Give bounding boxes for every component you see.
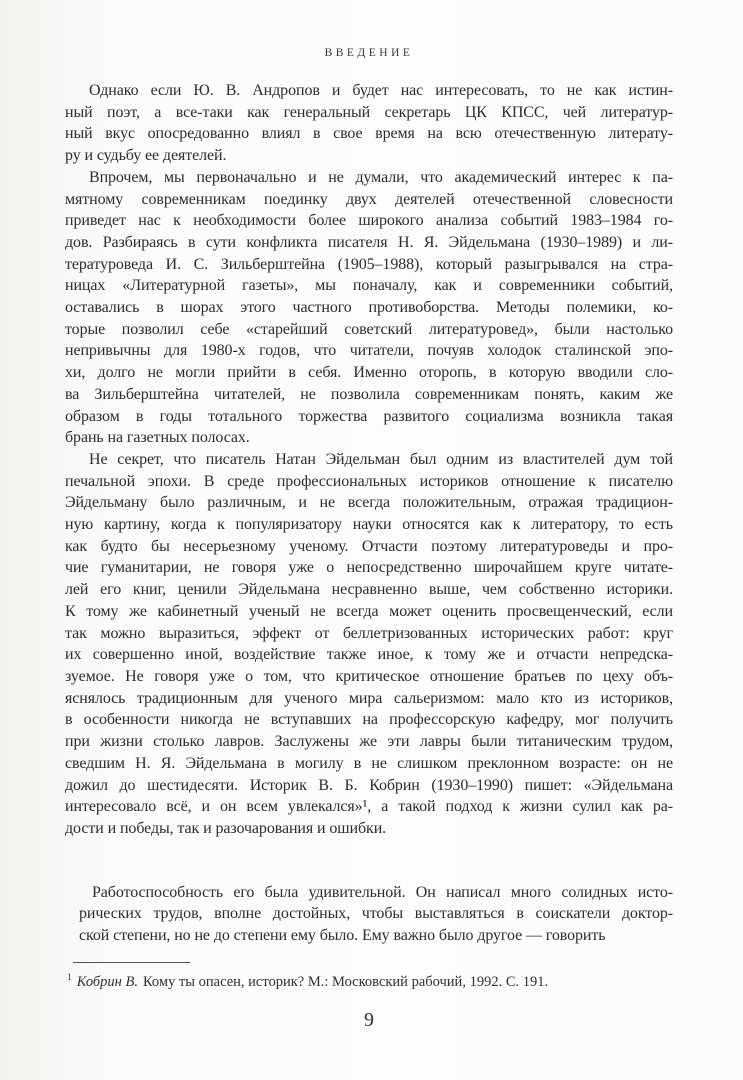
text-line: дов. Разбираясь в сути конфликта писателя Н. Я. Эйдельмана (1930–1989) и ли-	[65, 233, 673, 251]
text-line: хи, долго не могли прийти в себя. Именно оторопь, в которую вводили сло-	[65, 364, 673, 382]
text-line: интересовало всё, и он всем увлекался»¹, а такой подход к жизни сулил как ра-	[65, 798, 673, 816]
text-line: яснялось традиционным для ученого мира сальеризмом: мало кто из историков,	[65, 689, 673, 707]
text-line: приведет нас к необходимости более широкого анализа событий 1983–1984 го-	[65, 212, 673, 230]
text-line: так можно выразиться, эффект от беллетризованных исторических работ: круг	[65, 624, 673, 642]
text-line: сведшим Н. Я. Эйдельмана в могилу в не слишком преклонном возрасте: он не	[65, 754, 673, 772]
text-line: чие гуманитарии, не говоря уже о непосредственно широчайшем круге читате-	[65, 559, 673, 577]
text-line: брань на газетных полосах.	[65, 429, 250, 447]
text-line: Не секрет, что писатель Натан Эйдельман был одним из властителей дум той	[89, 450, 673, 468]
paragraph-3	[65, 449, 673, 840]
text-line: торые позволил себе «старейший советский литературовед», были настолько	[65, 320, 673, 338]
footnote-text	[65, 968, 673, 992]
page-body	[65, 46, 673, 1032]
text-line: ный вкус опосредованно влиял в свое время на всю отечественную литерату-	[65, 125, 673, 143]
text-line: ва Зильберштейна читателей, не позволила современникам понять, каким же	[65, 385, 673, 403]
text-line: дожил до шестидесяти. Историк В. Б. Кобрин (1930–1990) пишет: «Эйдельмана	[65, 776, 673, 794]
text-line: зуемое. Не говоря уже о том, что критическое отношение братьев по цеху объ-	[65, 667, 673, 685]
text-line: Работоспособность его была удивительной. Он написал много солидных исто-	[92, 883, 673, 901]
text-line: Впрочем, мы первоначально и не думали, что академический интерес к па-	[89, 168, 673, 186]
text-line: в особенности никогда не вступавших на профессорскую кафедру, мог получить	[65, 711, 673, 729]
text-line: образом в годы тотального торжества развитого социализма возникла такая	[65, 407, 673, 425]
text-line: непривычны для 1980-х годов, что читатели, почуяв холодок сталинской эпо-	[65, 342, 673, 360]
footnote-marker: 1	[67, 972, 72, 983]
text-line: печальной эпохи. В среде профессиональных историков отношение к писателю	[65, 472, 673, 490]
text-line: как будто бы несерьезному ученому. Отчасти поэтому литературоведы и про-	[65, 537, 673, 555]
text-line: К тому же кабинетный ученый не всегда может оценить просвещенческий, если	[65, 602, 673, 620]
text-line: лей его книг, ценили Эйдельмана несравненно выше, чем собственно историки.	[65, 581, 673, 599]
text-line: оставались в шорах этого частного противоборства. Методы полемики, ко-	[65, 299, 673, 317]
block-quote	[79, 882, 673, 947]
chapter-heading: ВВЕДЕНИЕ	[324, 47, 414, 59]
text-line: ную картину, когда к популяризатору науки относятся как к литератору, то есть	[65, 516, 673, 534]
text-line: мятному современникам поединку двух деятелей отечественной словесности	[65, 190, 673, 208]
text-line: ру и судьбу ее деятелей.	[65, 147, 227, 165]
text-line: Однако если Ю. В. Андропов и будет нас интересовать, то не как истин-	[89, 82, 673, 99]
text-line: рических трудов, вполне достойных, чтобы выставляться в соискатели доктор-	[79, 905, 673, 923]
paragraph-1	[65, 80, 673, 167]
text-line: Эйдельману было различным, и не всегда положительным, отражая традицион-	[65, 494, 673, 512]
text-line: ный поэт, а все-таки как генеральный секретарь ЦК КПСС, чей литератур-	[65, 103, 673, 121]
page-number: 9	[364, 1008, 374, 1031]
text-line: при жизни столько лавров. Заслужены же эти лавры были титаническим трудом,	[65, 733, 673, 751]
text-line: тературоведа И. С. Зильберштейна (1905–1988), который разыгрывался на стра-	[65, 255, 673, 273]
paragraph-2	[65, 167, 673, 449]
footnote	[65, 962, 673, 992]
text-line: дости и победы, так и разочарования и ошибки.	[65, 819, 387, 837]
footnote-body: Кому ты опасен, историк? М.: Московский рабочий, 1992. С. 191.	[142, 973, 549, 990]
text-line: ской степени, но не до степени ему было. Ему важно было другое — говорить	[79, 927, 606, 945]
text-line: их совершенно иной, воздействие также иное, к тому же и отчасти непредска-	[65, 646, 673, 664]
footnote-rule	[73, 962, 190, 963]
text-line: ницах «Литературной газеты», мы поначалу, как и современники событий,	[65, 277, 673, 295]
footnote-author: Кобрин В.	[76, 973, 138, 990]
